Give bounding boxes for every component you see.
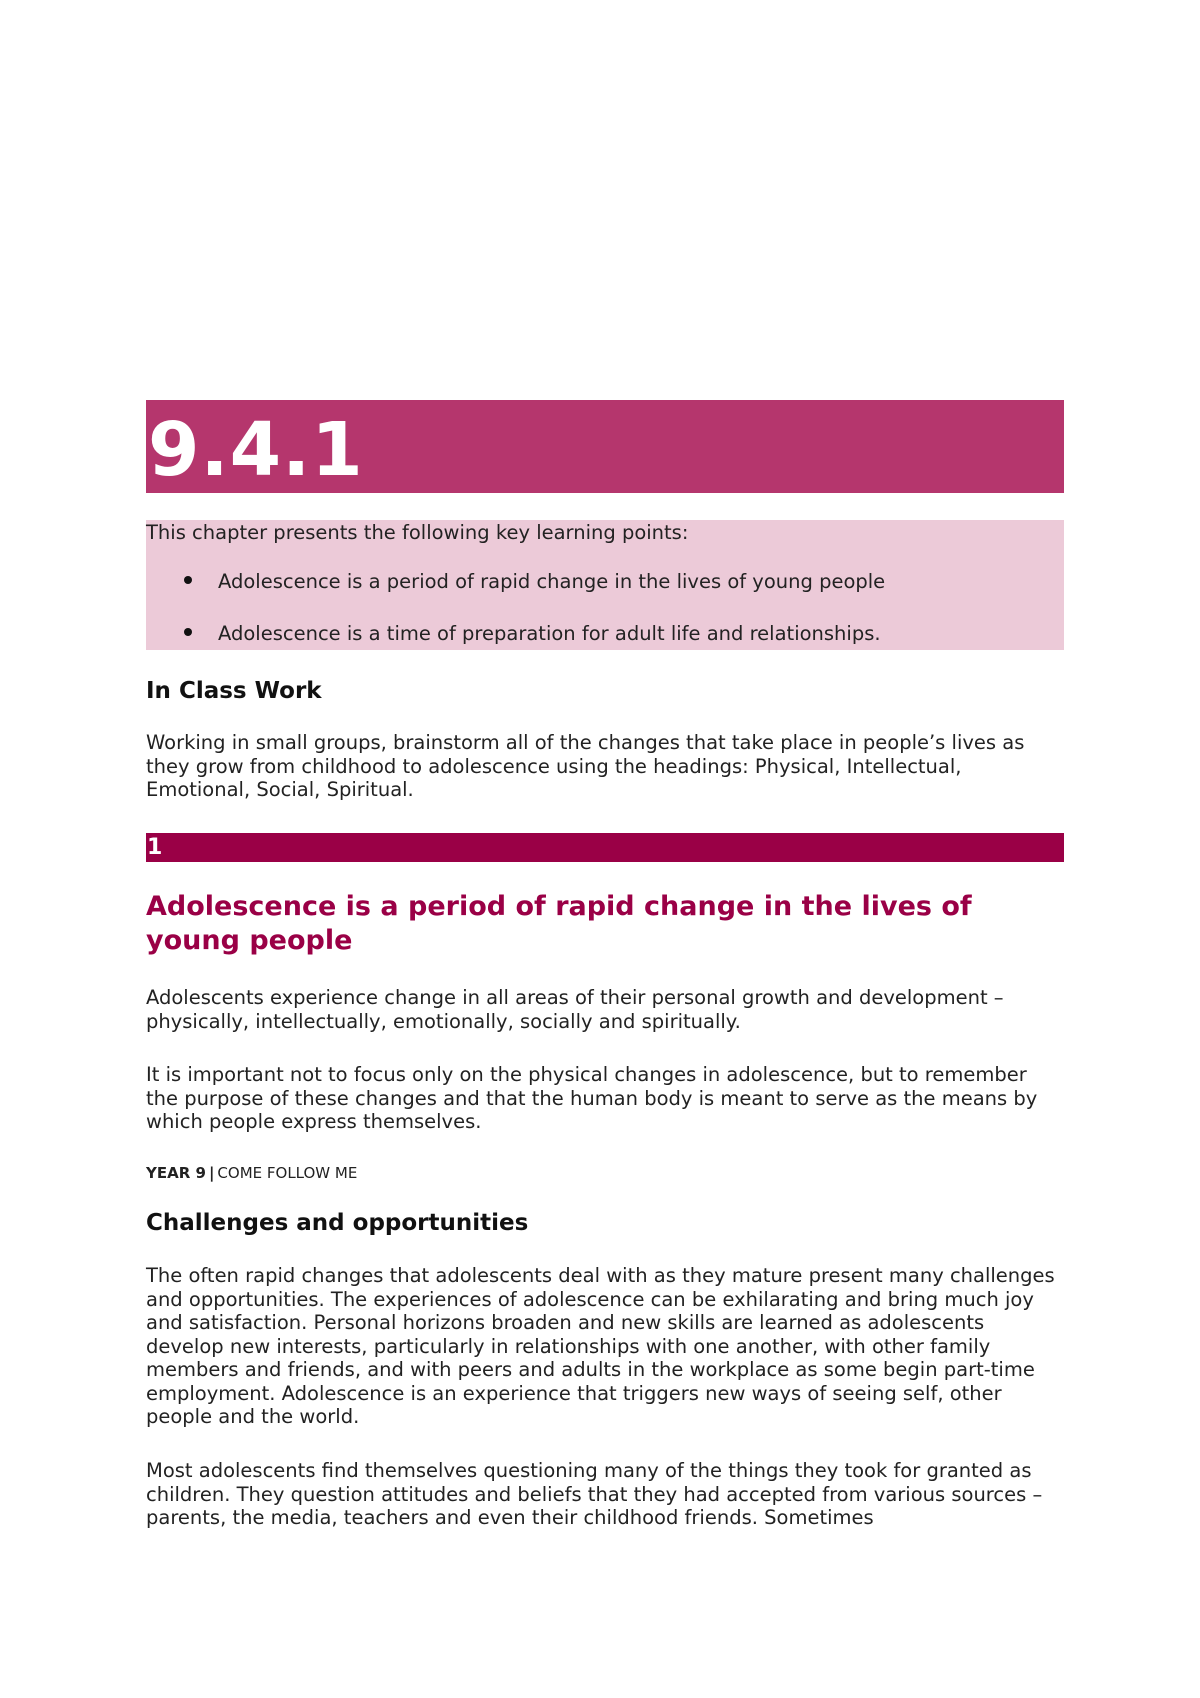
chapter-number: 9.4.1 [148, 407, 364, 493]
section-bar [146, 833, 1064, 862]
chapter-banner [146, 400, 1064, 493]
footer-title: COME FOLLOW ME [217, 1164, 358, 1182]
list-item [146, 570, 1064, 622]
bullet-icon [184, 576, 192, 584]
running-footer [146, 1163, 357, 1183]
section-paragraph-2: It is important not to focus only on the physical changes in adolescence, but to remember the purpose of these changes and that the human body is meant to serve as the means by which people express themselves. [146, 1063, 1038, 1133]
footer-separator: | [208, 1164, 215, 1182]
list-item-text: Adolescence is a period of rapid change in the lives of young people [218, 570, 886, 593]
key-points-list [146, 570, 1064, 674]
section-heading: Adolescence is a period of rapid change in the lives of young people [146, 891, 972, 956]
section-paragraph-1: Adolescents experience change in all areas of their personal growth and development – physically, intellectually, emotionally, socially and spiritually. [146, 986, 1004, 1033]
footer-year: YEAR 9 [146, 1164, 206, 1182]
bullet-icon [184, 628, 192, 636]
challenges-paragraph-2: Most adolescents find themselves questioning many of the things they took for granted as children. They question attitudes and beliefs that they had accepted from various sources – parents, the media, teachers and even their childhood friends. Sometimes [146, 1459, 1043, 1529]
challenges-heading: Challenges and opportunities [146, 1210, 529, 1236]
challenges-paragraph-1: The often rapid changes that adolescents deal with as they mature present many challenges and opportunities. The experiences of adolescence can be exhilarating and bring much joy and satisfaction. Personal horizons broaden and new skills are learned as adolescents develop new interests, particularly in relationships with one another, with other family members and friends, and with peers and adults in the workplace as some begin part-time employment. Adolescence is an experience that triggers new ways of seeing self, other people and the world. [146, 1264, 1055, 1428]
section-number: 1 [147, 835, 163, 860]
list-item [146, 622, 1064, 674]
in-class-heading: In Class Work [146, 678, 322, 704]
list-item-text: Adolescence is a time of preparation for adult life and relationships. [218, 622, 881, 645]
in-class-paragraph: Working in small groups, brainstorm all of the changes that take place in people’s lives as they grow from childhood to adolescence using the headings: Physical, Intellectual, Emotional, Social, Spiritual. [146, 731, 1025, 801]
key-points-intro: This chapter presents the following key learning points: [146, 521, 689, 544]
